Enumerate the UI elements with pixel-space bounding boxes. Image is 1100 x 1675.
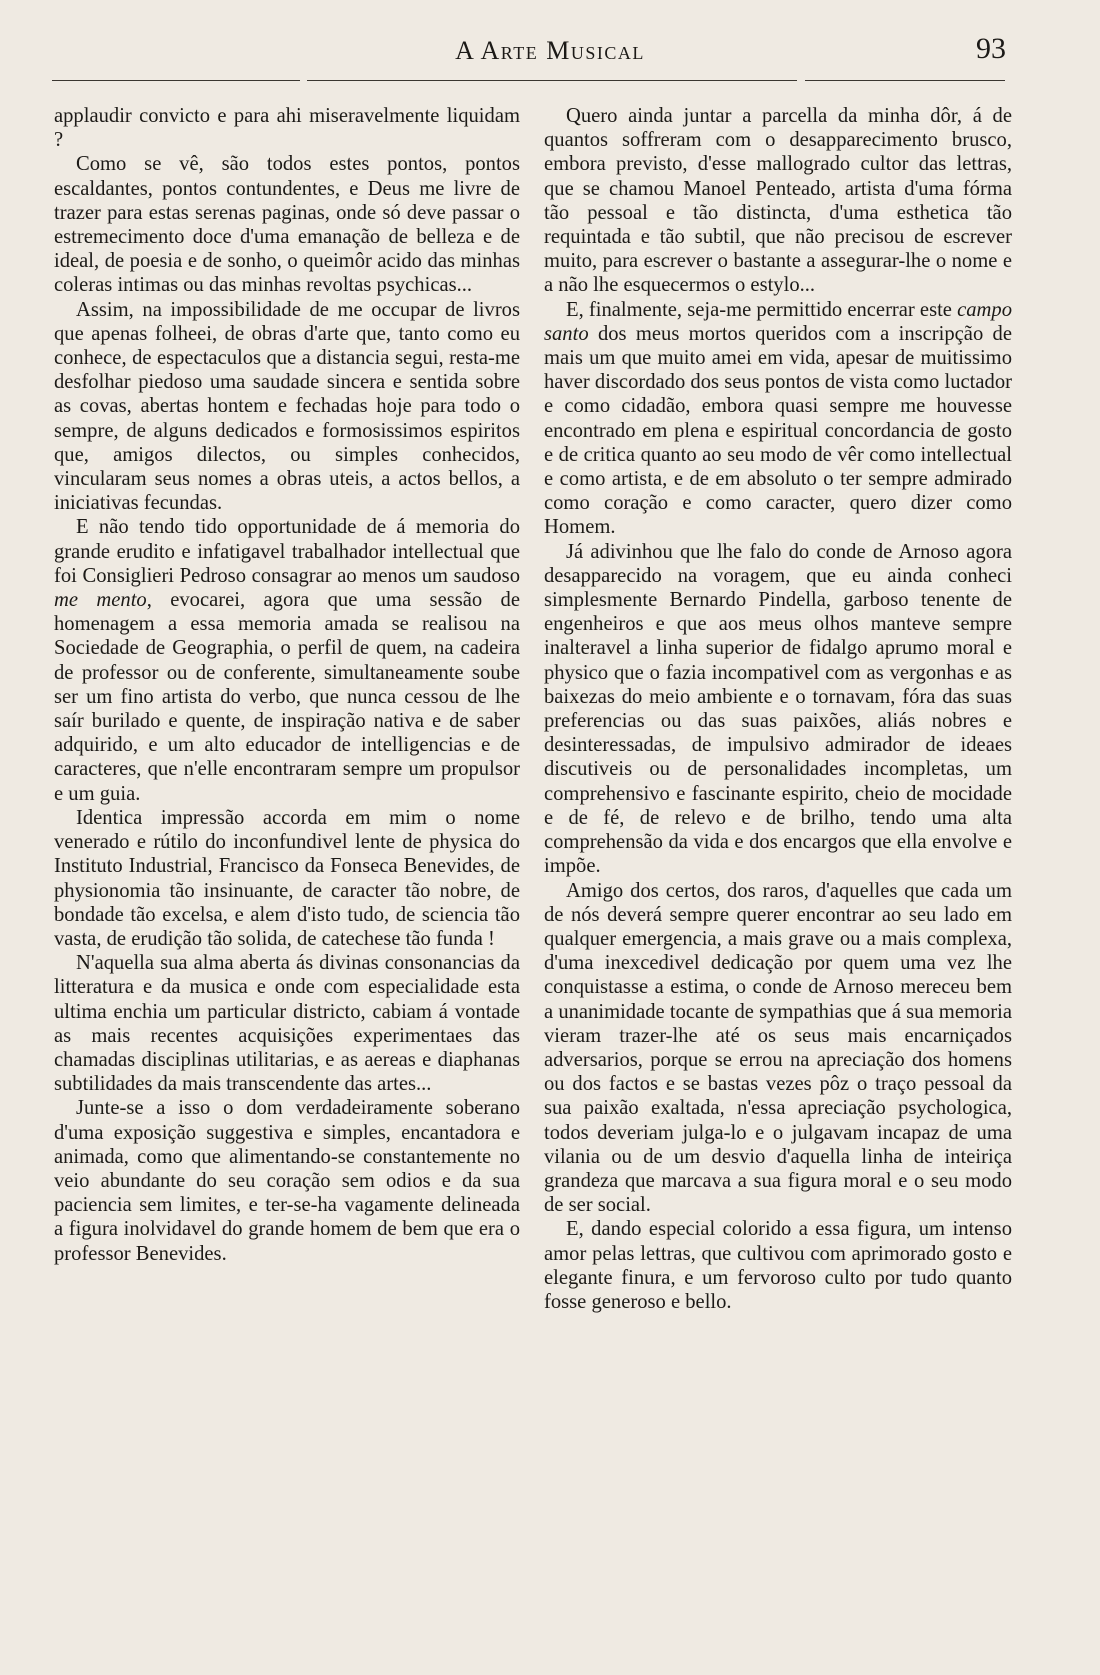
paragraph-text: E não tendo tido opportunidade de á memoria do grande erudito e infatigavel trabalhador intellectual que foi Consiglieri Pedroso consagrar ao menos um saudoso xyxy=(54,516,520,587)
paragraph: Identica impressão accorda em mim o nome venerado e rútilo do inconfundivel lente de physica do Instituto Industrial, Francisco da Fonseca Benevides, de physionomia tão insinuante, de caracter tão nobre, de bondade tão excelsa, e alem d'isto tudo, de sciencia tão vasta, de erudição tão solida, de catechese tão funda ! xyxy=(54,806,520,950)
paragraph-text: E, finalmente, seja-me permittido encerrar este xyxy=(566,298,958,321)
left-column xyxy=(54,104,520,1266)
paragraph-text: dos meus mortos queridos com a inscripção de mais um que muito amei em vida, apesar de muitissimo haver discordado dos seus pontos de vista como luctador e como cidadão, embora quasi sempre me houvesse encontrado em plena e espiritual concordancia de gosto e de critica quanto ao seu modo de vêr como intellectual e como artista, e de em absoluto o ter sempre admirado como coração e como caracter, quero dizer como Homem. xyxy=(544,322,1012,539)
paragraph: Já adivinhou que lhe falo do conde de Arnoso agora desapparecido na voragem, que eu ainda conheci simplesmente Bernardo Pindella, garboso tenente de engenheiros e que aos meus olhos manteve sempre inalteravel a linha superior de fidalgo aprumo moral e physico que o fazia incompativel com as vergonhas e as baixezas do meio ambiente e o tornavam, fóra das suas preferencias ou das suas paixões, aliás nobres e desinteressadas, de impulsivo admirador de ideaes discutiveis ou de personalidades incompletas, um comprehensivo e fascinante espirito, cheio de mocidade e de fé, de relevo e de brilho, tendo uma alta comprehensão da vida e dos encargos que ella envolve e impõe. xyxy=(544,540,1012,878)
paragraph: E, dando especial colorido a essa figura, um intenso amor pelas lettras, que cultivou com aprimorado gosto e elegante finura, e um fervoroso culto por tudo quanto fosse generoso e bello. xyxy=(544,1218,1012,1313)
paragraph: Como se vê, são todos estes pontos, pontos escaldantes, pontos contundentes, e Deus me livre de trazer para estas serenas paginas, onde só deve passar o estremecimento doce d'uma emanação de belleza e de ideal, de poesia e de sonho, o queimôr acido das minhas coleras intimas ou das minhas revoltas psychicas... xyxy=(54,153,520,297)
header-rule-middle xyxy=(307,80,797,81)
paragraph-text: , evocarei, agora que uma sessão de homenagem a essa memoria amada se realisou na Sociedade de Geographia, o perfil de quem, na cadeira de professor ou de conferente, simultaneamente soube ser um fino artista do verbo, que nunca cessou de lhe saír burilado e quente, de inspiração nativa e de saber adquirido, e um alto educador de intelligencias e de caracteres, que n'elle encontraram sempre um propulsor e um guia. xyxy=(54,589,520,805)
paragraph: Junte-se a isso o dom verdadeiramente soberano d'uma exposição suggestiva e simples, encantadora e animada, como que alimentando-se constantemente no veio abundante do seu coração sem odios e da sua paciencia sem limites, e ter-se-ha vagamente delineada a figura inolvidavel do grande homem de bem que era o professor Benevides. xyxy=(54,1097,520,1265)
paragraph: applaudir convicto e para ahi miseravelmente liquidam ? xyxy=(54,105,520,152)
italic-text: me mento xyxy=(54,589,147,612)
paragraph: N'aquella sua alma aberta ás divinas consonancias da litteratura e da musica e onde com especialidade esta ultima enchia um particular districto, cabiam á vontade as mais recentes acquisições experimentaes das chamadas disciplinas utilitarias, e as aereas e diaphanas subtilidades da mais transcendente das artes... xyxy=(54,952,520,1096)
paragraph xyxy=(544,298,1012,540)
paragraph: Amigo dos certos, dos raros, d'aquelles que cada um de nós deverá sempre querer encontrar ao seu lado em qualquer emergencia, a mais grave ou a mais complexa, d'uma inexcedivel dedicação por quem uma vez lhe conquistasse a estima, o conde de Arnoso mereceu bem a unanimidade tocante de sympathias que á sua memoria vieram trazer-lhe até os seus mais encarniçados adversarios, porque se errou na apreciação dos homens ou dos factos e se bastas vezes pôz o traço pessoal da sua paixão exaltada, n'essa apreciação psychologica, todos deveriam julga-lo e o julgavam incapaz de uma vilania ou de um desvio d'aquella linha de inteiriça grandeza que marcava a sua figura moral e o seu modo de ser social. xyxy=(544,879,1012,1217)
paragraph xyxy=(54,515,520,805)
italic-text: campo santo xyxy=(544,298,1013,345)
right-column xyxy=(544,104,1012,1314)
header-rule-left xyxy=(52,80,300,81)
paragraph: Quero ainda juntar a parcella da minha dôr, á de quantos soffreram com o desapparecimento brusco, embora previsto, d'esse mallogrado cultor das lettras, que se chamou Manoel Penteado, artista d'uma fórma tão pessoal e tão distincta, d'uma esthetica tão requintada e tão subtil, que não precisou de escrever muito, para escrever o bastante a assegurar-lhe o nome e a não lhe esquecermos o estylo... xyxy=(544,105,1012,297)
page-header xyxy=(0,30,1100,70)
header-rule-right xyxy=(805,80,1005,81)
paragraph: Assim, na impossibilidade de me occupar de livros que apenas folheei, de obras d'arte que, tanto como eu conhece, de espectaculos que a distancia segui, resta-me desfolhar piedoso uma saudade sincera e sentida sobre as covas, abertas hontem e fechadas hoje para todo o sempre, de alguns dedicados e formosissimos espiritos que, amigos dilectos, ou simples conhecidos, vincularam seus nomes a obras uteis, a actos bellos, a iniciativas fecundas. xyxy=(54,298,520,515)
page-number: 93 xyxy=(976,32,1006,65)
running-title: A Arte Musical xyxy=(455,36,645,65)
